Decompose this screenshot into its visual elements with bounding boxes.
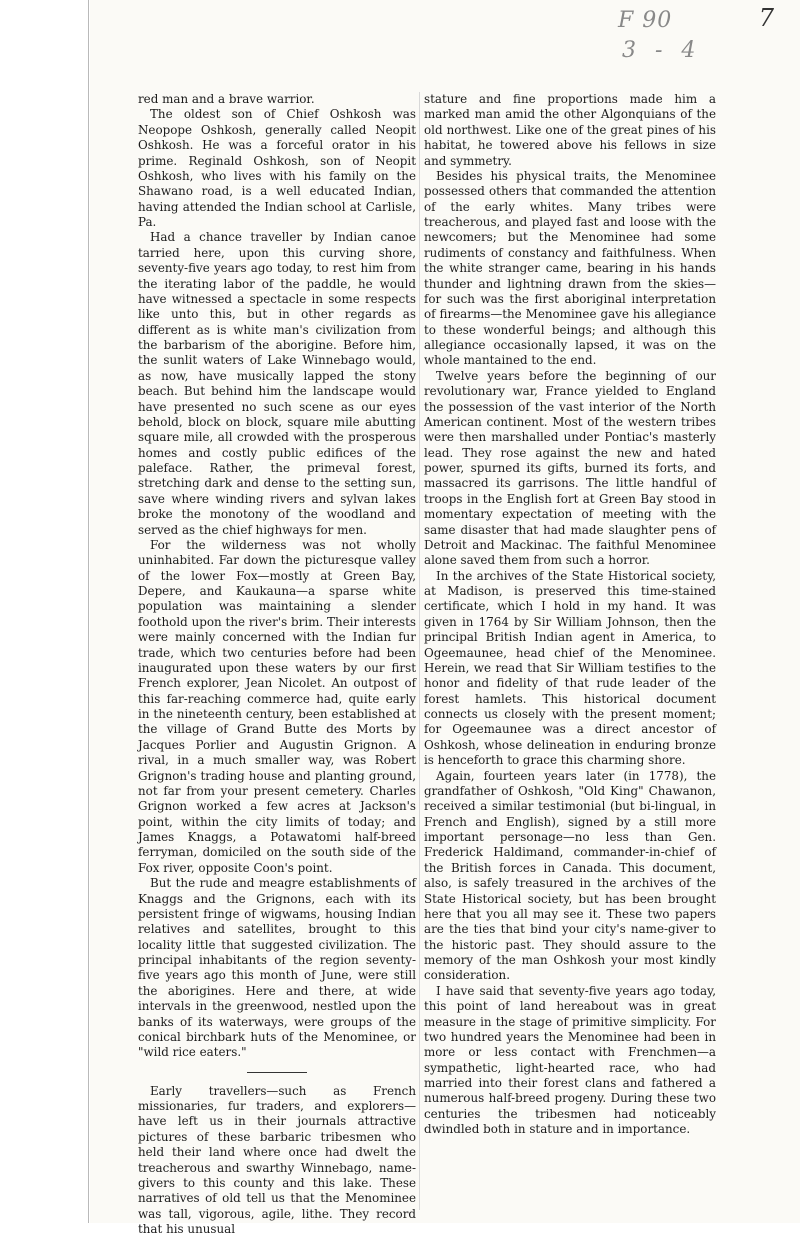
page-number: 7 xyxy=(758,4,774,32)
paragraph: Had a chance traveller by Indian canoe tarried here, upon this curving shore, seventy-five years ago today, to rest him from the iterating labor of the paddle, he would have witnessed a spectacle in some respects like unto this, but in other regards as different as is white man's civilization from the barbarism of the aborigine. Before him, the sunlit waters of Lake Winnebago would, as now, have musically lapped the stony beach. But behind him the landscape would have presented no such scene as our eyes behold, block on block, square mile abutting square mile, all crowded with the prosperous homes and costly public edifices of the paleface. Rather, the primeval forest, stretching dark and dense to the setting sun, save where winding rivers and sylvan lakes broke the monotony of the woodland and served as the chief highways for men. xyxy=(138,230,416,537)
paragraph: The oldest son of Chief Oshkosh was Neopope Oshkosh, generally called Neopit Oshkosh. He was a forceful orator in his prime. Reginald Oshkosh, son of Neopit Oshkosh, who lives with his family on the Shawano road, is a well educated Indian, having attended the Indian school at Carlisle, Pa. xyxy=(138,107,416,229)
paragraph: Early travellers—such as French missionaries, fur traders, and explorers—have left us in their journals attractive pictures of these barbaric tribesmen who held their land where once had dwelt the treacherous and swarthy Winnebago, name-givers to this county and this lake. These narratives of old tell us that the Menominee was tall, vigorous, agile, lithe. They record that his unusual xyxy=(138,1083,416,1236)
archive-mark: F 90 xyxy=(618,8,673,33)
paragraph: Besides his physical traits, the Menominee possessed others that commanded the attention of the early whites. Many tribes were treacherous, and played fast and loose with the newcomers; but the Menominee had some rudiments of constancy and faithfulness. When the white stranger came, bearing in his hands thunder and lightning drawn from the skies—for such was the first aboriginal interpretation of firearms—the Menominee gave his allegiance to these wonderful beings; and although this allegiance occasionally lapsed, it was on the whole mantained to the end. xyxy=(424,168,716,368)
scan-fold-line xyxy=(88,0,89,1223)
right-column xyxy=(424,92,716,1210)
paragraph: Again, fourteen years later (in 1778), the grandfather of Oshkosh, "Old King" Chawanon, received a similar testimonial (but bi-lingual, in French and English), signed by a still more important personage—no less than Gen. Frederick Haldimand, commander-in-chief of the British forces in Canada. This document, also, is safely treasured in the archives of the State Historical society, but has been brought here that you all may see it. These two papers are the ties that bind your city's name-giver to the historic past. They should assure to the memory of the man Oshkosh your most kindly consideration. xyxy=(424,768,716,983)
paragraph: stature and fine proportions made him a marked man amid the other Algonquians of the old northwest. Like one of the great pines of his habitat, he towered above his fellows in size and symmetry. xyxy=(424,92,716,168)
paragraph: In the archives of the State Historical society, at Madison, is preserved this time-stained certificate, which I hold in my hand. It was given in 1764 by Sir William Johnson, then the principal British Indian agent in America, to Ogeemaunee, head chief of the Menominee. Herein, we read that Sir William testifies to the honor and fidelity of that rude leader of the forest hamlets. This historical document connects us closely with the present moment; for Ogeemaunee was a direct ancestor of Oshkosh, whose delineation in enduring bronze is henceforth to grace this charming shore. xyxy=(424,568,716,768)
section-separator xyxy=(247,1072,307,1073)
paragraph: red man and a brave warrior. xyxy=(138,92,315,106)
scan-margin xyxy=(0,0,90,1223)
left-column xyxy=(138,92,416,1236)
paragraph: But the rude and meagre establishments of Knaggs and the Grignons, each with its persistent fringe of wigwams, housing Indian relatives and satellites, brought to this locality little that suggested civilization. The principal inhabitants of the region seventy-five years ago this month of June, were still the aborigines. Here and there, at wide intervals in the greenwood, nestled upon the banks of its waterways, were groups of the conical birchbark huts of the Menominee, or "wild rice eaters." xyxy=(138,876,416,1060)
paragraph: For the wilderness was not wholly uninhabited. Far down the picturesque valley of the lower Fox—mostly at Green Bay, Depere, and Kaukauna—a sparse white population was maintaining a slender foothold upon the river's brim. Their interests were mainly concerned with the Indian fur trade, which two centuries before had been inaugurated upon these waters by our first French explorer, Jean Nicolet. An outpost of this far-reaching commerce had, quite early in the nineteenth century, been established at the village of Grand Butte des Morts by Jacques Porlier and Augustin Grignon. A rival, in a much smaller way, was Robert Grignon's trading house and planting ground, not far from your present cemetery. Charles Grignon worked a few acres at Jackson's point, within the city limits of today; and James Knaggs, a Potawatomi half-breed ferryman, domiciled on the south side of the Fox river, opposite Coon's point. xyxy=(138,537,416,875)
paragraph: I have said that seventy-five years ago today, this point of land hereabout was in great measure in the stage of primitive simplicity. For two hundred years the Menominee had been in more or less contact with Frenchmen—a sympathetic, light-hearted race, who had married into their forest clans and fathered a numerous half-breed progeny. During these two centuries the tribesmen had noticeably dwindled both in stature and in importance. xyxy=(424,983,716,1137)
paragraph: Twelve years before the beginning of our revolutionary war, France yielded to England the possession of the vast interior of the North American continent. Most of the western tribes were then marshalled under Pontiac's masterly lead. They rose against the new and hated power, spurned its gifts, burned its forts, and massacred its garrisons. The little handful of troops in the English fort at Green Bay stood in momentary expectation of meeting with the same disaster that had made slaughter pens of Detroit and Mackinac. The faithful Menominee alone saved them from such a horror. xyxy=(424,368,716,568)
column-gutter xyxy=(419,92,420,1210)
archive-mark-secondary: 3 - 4 xyxy=(622,38,702,63)
